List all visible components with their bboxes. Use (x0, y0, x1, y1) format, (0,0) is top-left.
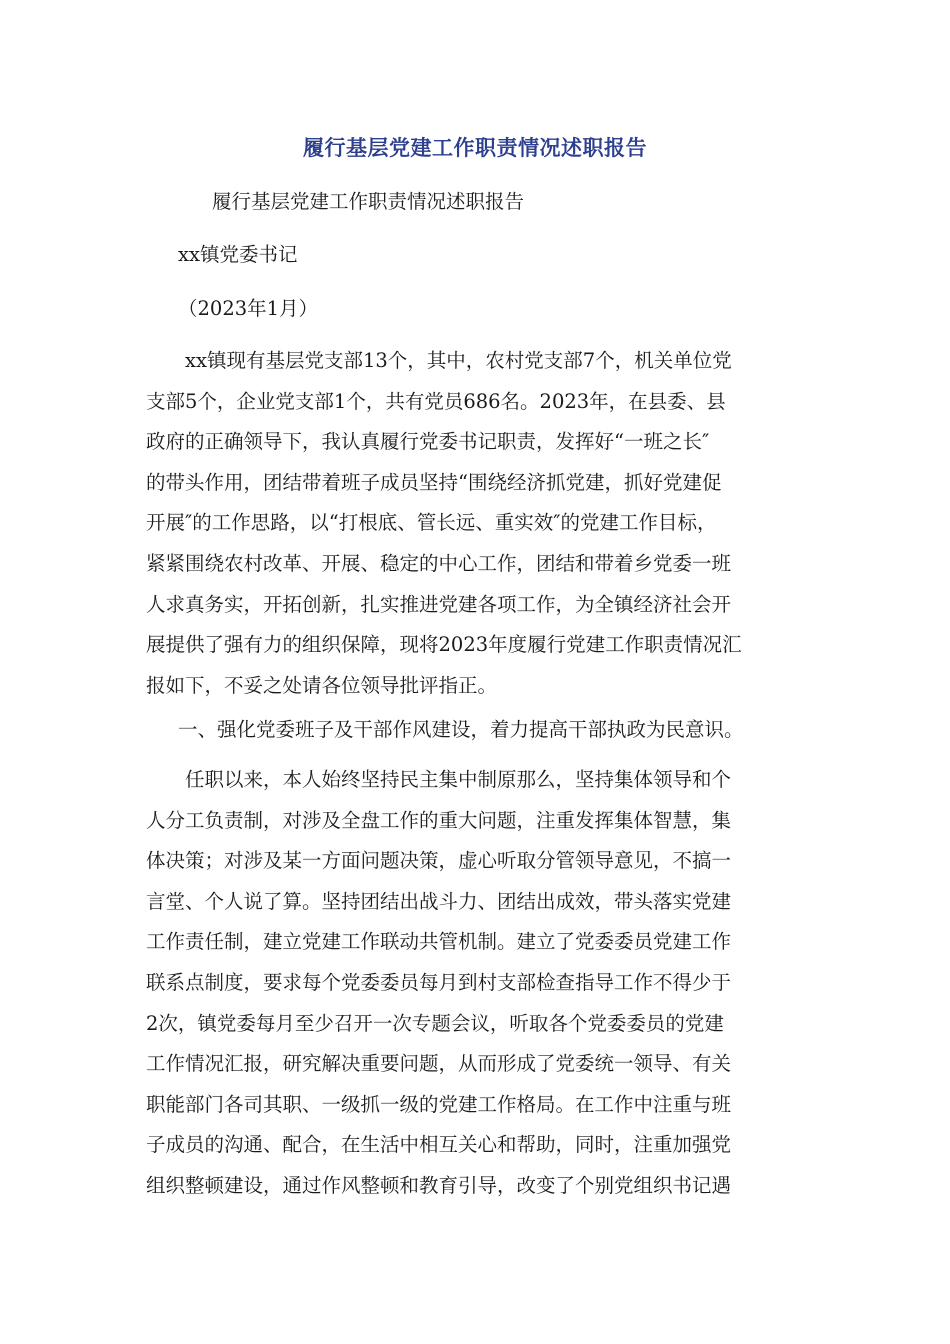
document-subtitle: 履行基层党建工作职责情况述职报告 (212, 190, 525, 213)
paragraph-line: 职能部门各司其职、一级抓一级的党建工作格局。在工作中注重与班 (146, 1092, 732, 1116)
paragraph-line: 人求真务实，开拓创新，扎实推进党建各项工作，为全镇经济社会开 (146, 592, 732, 616)
paragraph-line: 组织整顿建设，通过作风整顿和教育引导，改变了个别党组织书记遇 (146, 1173, 732, 1197)
paragraph-line: xx镇现有基层党支部13个，其中，农村党支部7个，机关单位党 (146, 349, 732, 372)
paragraph-line: 报如下，不妥之处请各位领导批评指正。 (146, 673, 498, 697)
paragraph-line: 2次，镇党委每月至少召开一次专题会议，听取各个党委委员的党建 (146, 1011, 724, 1035)
paragraph-line: 的带头作用，团结带着班子成员坚持“围绕经济抓党建，抓好党建促 (146, 470, 722, 494)
document-title: 履行基层党建工作职责情况述职报告 (303, 136, 647, 160)
paragraph-line: 联系点制度，要求每个党委委员每月到村支部检查指导工作不得少于 (146, 970, 732, 994)
paragraph-intro (146, 341, 806, 706)
paragraph-line: 政府的正确领导下，我认真履行党委书记职责，发挥好“一班之长″ (146, 430, 710, 454)
paragraph-line: 子成员的沟通、配合，在生活中相互关心和帮助，同时，注重加强党 (146, 1133, 732, 1157)
paragraph-section-1 (146, 760, 806, 1207)
paragraph-line: 工作情况汇报，研究解决重要问题，从而形成了党委统一领导、有关 (146, 1052, 732, 1076)
paragraph-line: 支部5个，企业党支部1个，共有党员686名。2023年，在县委、县 (146, 389, 726, 413)
paragraph-line: 紧紧围绕农村改革、开展、稳定的中心工作，团结和带着乡党委一班 (146, 551, 732, 575)
document-author: xx镇党委书记 (178, 243, 298, 266)
paragraph-line: 体决策；对涉及某一方面问题决策，虚心听取分管领导意见，不搞一 (146, 849, 732, 873)
paragraph-line: 开展″的工作思路，以“打根底、管长远、重实效″的党建工作目标， (146, 511, 717, 535)
paragraph-line: 人分工负责制，对涉及全盘工作的重大问题，注重发挥集体智慧，集 (146, 808, 732, 832)
paragraph-line: 展提供了强有力的组织保障，现将2023年度履行党建工作职责情况汇 (146, 633, 742, 657)
paragraph-line: 工作责任制，建立党建工作联动共管机制。建立了党委委员党建工作 (146, 930, 732, 954)
section-heading-1: 一、强化党委班子及干部作风建设，着力提高干部执政为民意识。 (178, 718, 744, 741)
paragraph-line: 言堂、个人说了算。坚持团结出战斗力、团结出成效，带头落实党建 (146, 889, 732, 913)
document-date: （2023年1月） (178, 297, 319, 320)
paragraph-line: 任职以来，本人始终坚持民主集中制原那么，坚持集体领导和个 (146, 768, 732, 791)
